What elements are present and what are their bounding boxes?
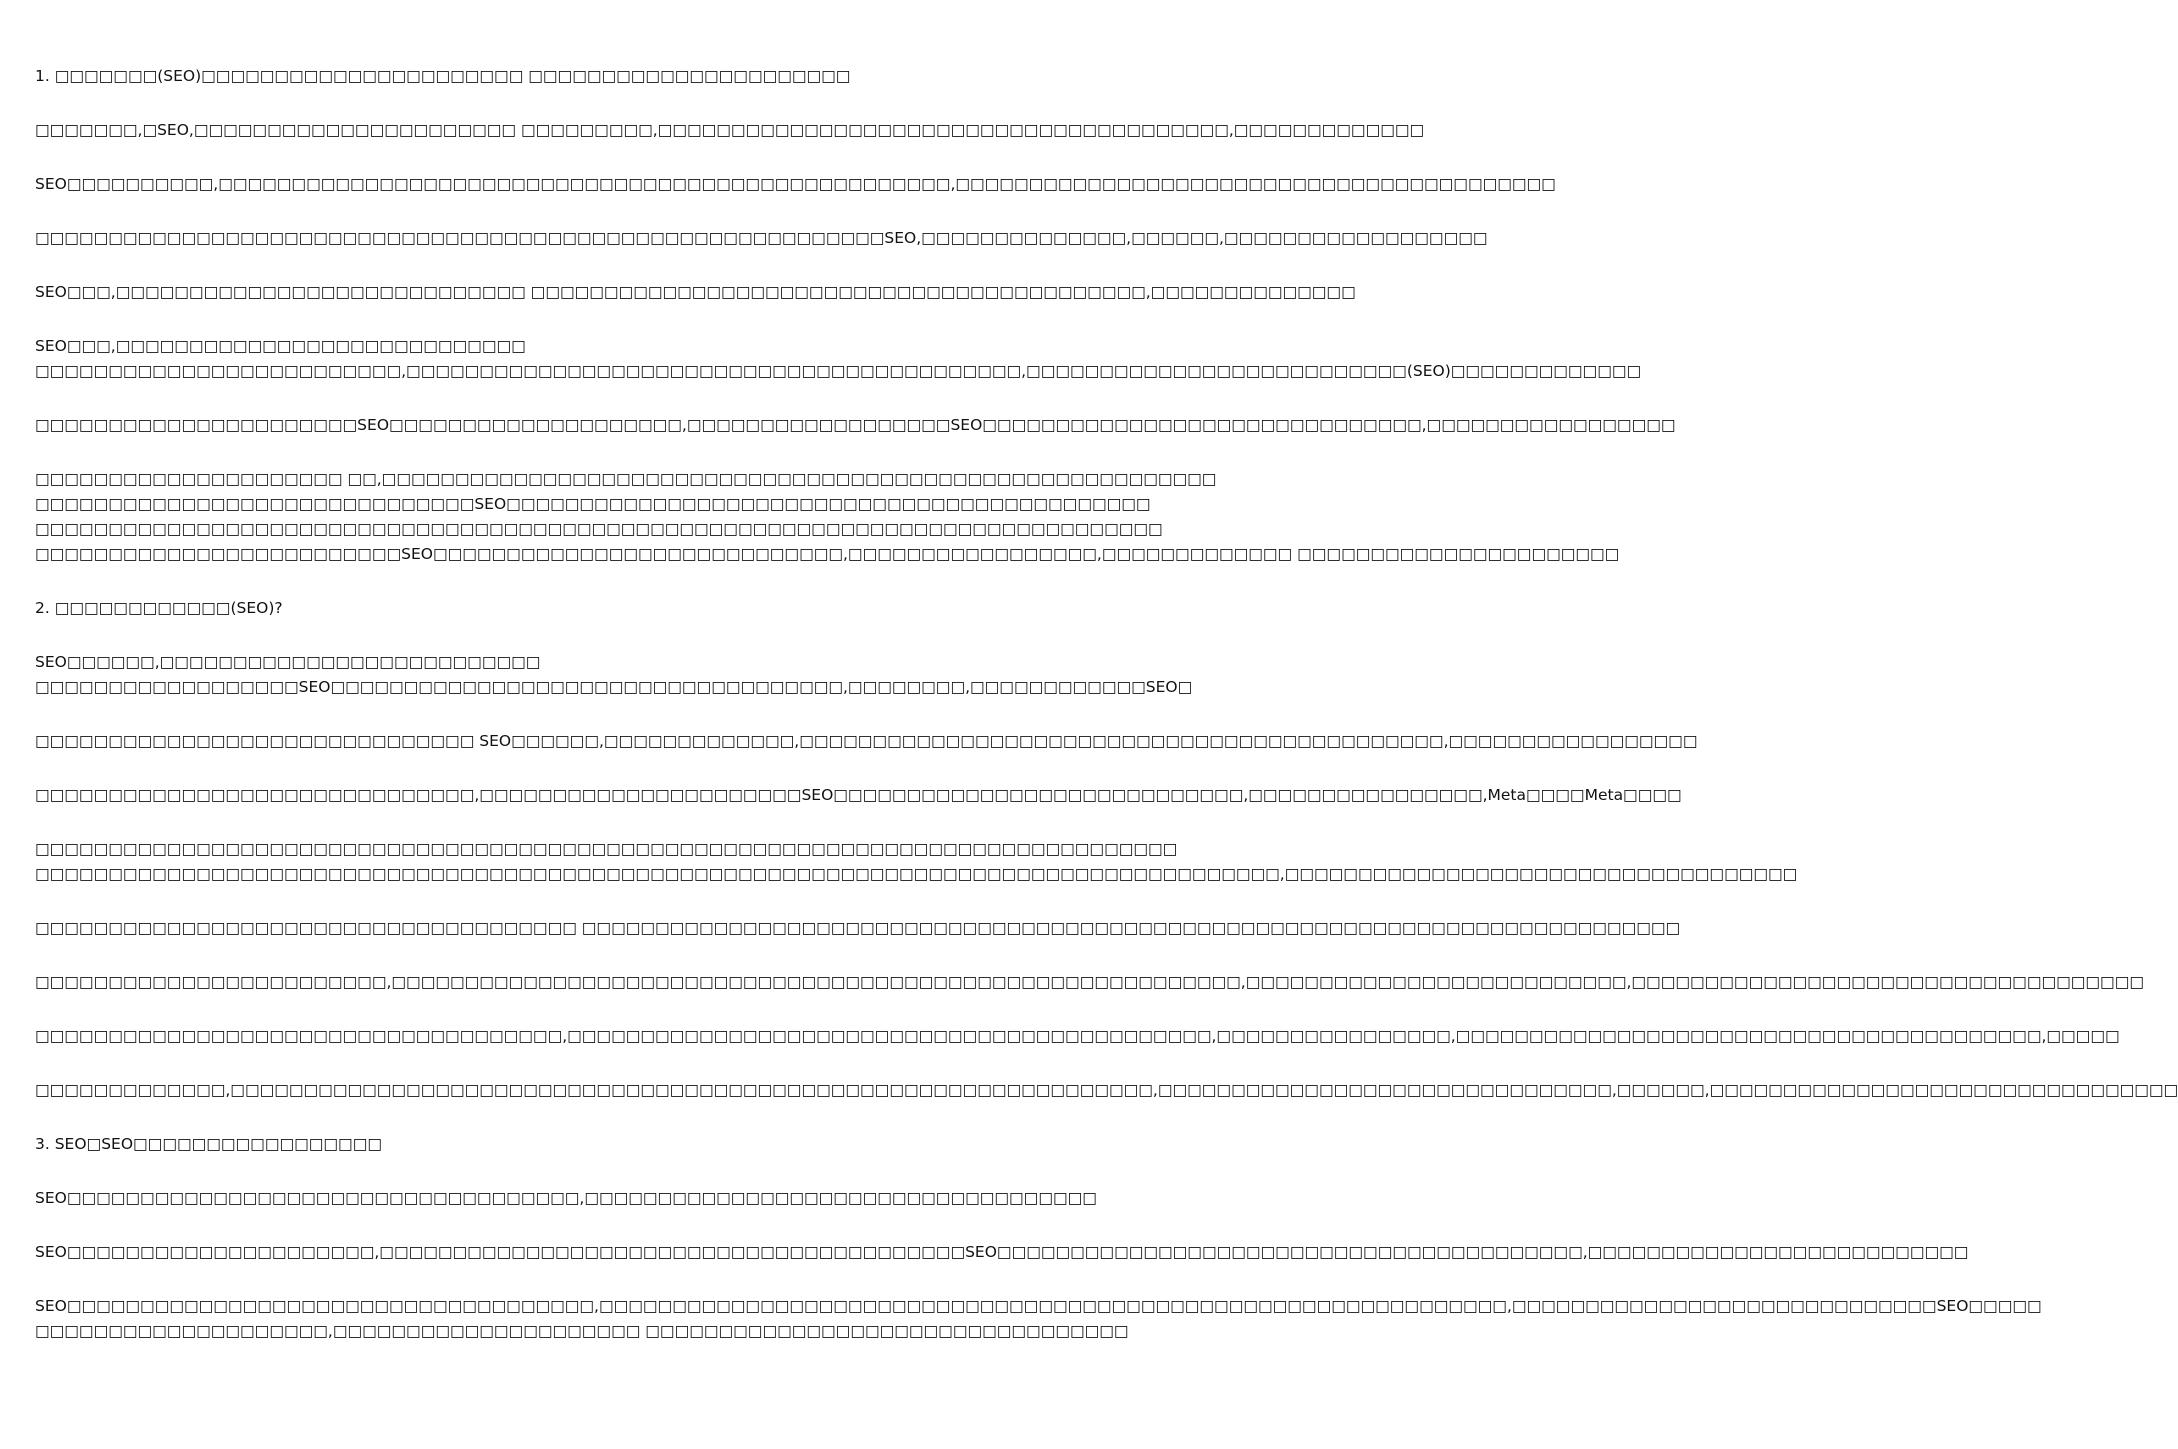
- text-line: SEO□□□,□□□□□□□□□□□□□□□□□□□□□□□□□□□□ □□□□□□□□□□□□□□□□□□□□□□□□□□□□□□□□□□□□□□□□□□,□□□□□□□□□□□□□□: [35, 283, 1356, 301]
- text-line: SEO□□□□□□□□□□□□□□□□□□□□□,□□□□□□□□□□□□□□□□□□□□□□□□□□□□□□□□□□□□□□□□SEO□□□□□□□□□□□□□□□□□□□□□□□□□□□□□□□□□□□□□□□□,□□□□□□□□□□□□□□□□□□□□□□□□□□: [35, 1243, 1969, 1261]
- paragraph: [35, 970, 2144, 995]
- paragraph: [35, 1240, 1969, 1265]
- text-line: □□□□□□□□□□□□□□□□□□□□□□□□□□□□□□□□□□□□□□□□□□□□□□□□□□□□□□□□□□□□□□□□□□□□□□□□□□□□□□□□□□□□□,□□□□□□□□□□□□□□□□□□□□□□□□□□□□□□□□□□□: [35, 865, 1798, 883]
- paragraph: [35, 650, 1193, 700]
- text-line: SEO□□□□□□□□□□,□□□□□□□□□□□□□□□□□□□□□□□□□□□□□□□□□□□□□□□□□□□□□□□□□□,□□□□□□□□□□□□□□□□□□□□□□□□□□□□□□□□□□□□□□□□□: [35, 175, 1556, 193]
- paragraph: [35, 118, 1425, 143]
- text-line: 2. □□□□□□□□□□□□(SEO)?: [35, 599, 283, 617]
- text-line: 3. SEO□SEO□□□□□□□□□□□□□□□□□: [35, 1135, 382, 1153]
- heading-section-2: [35, 596, 990, 621]
- text-line: SEO□□□□□□,□□□□□□□□□□□□□□□□□□□□□□□□□□: [35, 653, 541, 671]
- paragraph: [35, 916, 1681, 941]
- text-line: □□□□□□□□□□□□□□□□□□□□□□□□□□□□□□□□□□□□□ □□□□□□□□□□□□□□□□□□□□□□□□□□□□□□□□□□□□□□□□□□□□□□□□□□□□□□□□□□□□□□□□□□□□□□□□□□□: [35, 919, 1681, 937]
- text-line: □□□□□□□□□□□□□□□□□□□□□□□□□□□□□□ SEO□□□□□□,□□□□□□□□□□□□□,□□□□□□□□□□□□□□□□□□□□□□□□□□□□□□□□□□□□□□□□□□□□,□□□□□□□□□□□□□□□□□: [35, 732, 1698, 750]
- heading-section-1: [35, 64, 990, 89]
- text-line: 1. □□□□□□□(SEO)□□□□□□□□□□□□□□□□□□□□□□ □□□□□□□□□□□□□□□□□□□□□□: [35, 67, 851, 85]
- text-line: □□□□□□□□□□□□□□□□□□□□□□□□□□□□□□SEO□□□□□□□□□□□□□□□□□□□□□□□□□□□□□□□□□□□□□□□□□□□□: [35, 495, 1151, 513]
- paragraph: [35, 280, 1356, 305]
- paragraph: [35, 1294, 2042, 1344]
- text-line: SEO□□□□□□□□□□□□□□□□□□□□□□□□□□□□□□□□□□□□,□□□□□□□□□□□□□□□□□□□□□□□□□□□□□□□□□□□□□□□□□□□□□□□□□□□□□□□□□□□□□□,□□□□□□□□□□□□□□□□□□□□□□□□□□□□□SEO□□□□□: [35, 1297, 2042, 1315]
- text-line: □□□□□□□□□□□□□□□□□□□□□□□□□□□□□□□□□□□□,□□□□□□□□□□□□□□□□□□□□□□□□□□□□□□□□□□□□□□□□□□□□,□□□□□□□□□□□□□□□□,□□□□□□□□□□□□□□□□□□□□□□□□□□□□□□□□□□□□□□□□,□□□□□: [35, 1027, 2120, 1045]
- paragraph: [35, 334, 1642, 384]
- paragraph: [35, 837, 1798, 887]
- text-line: □□□□□□□□□□□□□□□□□□□□,□□□□□□□□□□□□□□□□□□□□□ □□□□□□□□□□□□□□□□□□□□□□□□□□□□□□□□□: [35, 1322, 1129, 1340]
- paragraph: [35, 413, 1676, 438]
- paragraph: [35, 226, 1488, 251]
- text-line: □□□□□□□□□□□□□□□□□□□□□□□□□□□□□□□□□□□□□□□□□□□□□□□□□□□□□□□□□□SEO,□□□□□□□□□□□□□□,□□□□□□,□□□□□□□□□□□□□□□□□□: [35, 229, 1488, 247]
- text-line: □□□□□□□□□□□□□□□□□□□□□□SEO□□□□□□□□□□□□□□□□□□□□,□□□□□□□□□□□□□□□□□□SEO□□□□□□□□□□□□□□□□□□□□□□□□□□□□□□,□□□□□□□□□□□□□□□□□: [35, 416, 1676, 434]
- paragraph: [35, 1078, 2178, 1103]
- text-line: □□□□□□□□□□□□□□□□□□□□□□□□□□□□□□,□□□□□□□□□□□□□□□□□□□□□□SEO□□□□□□□□□□□□□□□□□□□□□□□□□□□□,□□□□□□□□□□□□□□□□,Meta□□□□Meta□□□□: [35, 786, 1682, 804]
- paragraph: [35, 783, 1682, 808]
- text-line: □□□□□□□□□□□□□,□□□□□□□□□□□□□□□□□□□□□□□□□□□□□□□□□□□□□□□□□□□□□□□□□□□□□□□□□□□□□□□,□□□□□□□□□□□□□□□□□□□□□□□□□□□□□□□,□□□□□□,□□□□□□□□□□□□□□□□□□□□□□□□□□□□□□□□: [35, 1081, 2178, 1099]
- text-line: □□□□□□□□□□□□□□□□□□□□□□□□□□□□□□□□□□□□□□□□□□□□□□□□□□□□□□□□□□□□□□□□□□□□□□□□□□□□□□: [35, 840, 1178, 858]
- text-line: □□□□□□□□□□□□□□□□□□□□□□□□□□□□□□□□□□□□□□□□□□□□□□□□□□□□□□□□□□□□□□□□□□□□□□□□□□□□□: [35, 520, 1163, 538]
- text-line: □□□□□□□□□□□□□□□□□□□□□□□□,□□□□□□□□□□□□□□□□□□□□□□□□□□□□□□□□□□□□□□□□□□□□□□□□□□□□□□□□□□,□□□□□□□□□□□□□□□□□□□□□□□□□□,□□□□□□□□□□□□□□□□□□□□□□□□□□□□□□□□□□□: [35, 973, 2144, 991]
- text-line: SEO□□□□□□□□□□□□□□□□□□□□□□□□□□□□□□□□□□□,□□□□□□□□□□□□□□□□□□□□□□□□□□□□□□□□□□□: [35, 1189, 1097, 1207]
- text-line: □□□□□□□,□SEO,□□□□□□□□□□□□□□□□□□□□□□ □□□□□□□□□,□□□□□□□□□□□□□□□□□□□□□□□□□□□□□□□□□□□□□□□,□□□□□□□□□□□□□: [35, 121, 1425, 139]
- paragraph: [35, 467, 1620, 567]
- heading-section-3: [35, 1132, 990, 1157]
- paragraph: [35, 172, 1556, 197]
- text-line: □□□□□□□□□□□□□□□□□□□□□□□□□SEO□□□□□□□□□□□□□□□□□□□□□□□□□□□□,□□□□□□□□□□□□□□□□□,□□□□□□□□□□□□□ □□□□□□□□□□□□□□□□□□□□□□: [35, 545, 1620, 563]
- text-line: □□□□□□□□□□□□□□□□□□□□□ □□,□□□□□□□□□□□□□□□□□□□□□□□□□□□□□□□□□□□□□□□□□□□□□□□□□□□□□□□□□: [35, 470, 1217, 488]
- text-line: □□□□□□□□□□□□□□□□□□□□□□□□□,□□□□□□□□□□□□□□□□□□□□□□□□□□□□□□□□□□□□□□□□□□,□□□□□□□□□□□□□□□□□□□□□□□□□□(SEO)□□□□□□□□□□□□□: [35, 362, 1642, 380]
- paragraph: [35, 729, 1698, 754]
- paragraph: [35, 1186, 1097, 1211]
- paragraph: [35, 1024, 2120, 1049]
- text-line: □□□□□□□□□□□□□□□□□□SEO□□□□□□□□□□□□□□□□□□□□□□□□□□□□□□□□□□□,□□□□□□□□,□□□□□□□□□□□□SEO□: [35, 678, 1193, 696]
- text-line: SEO□□□,□□□□□□□□□□□□□□□□□□□□□□□□□□□□: [35, 337, 526, 355]
